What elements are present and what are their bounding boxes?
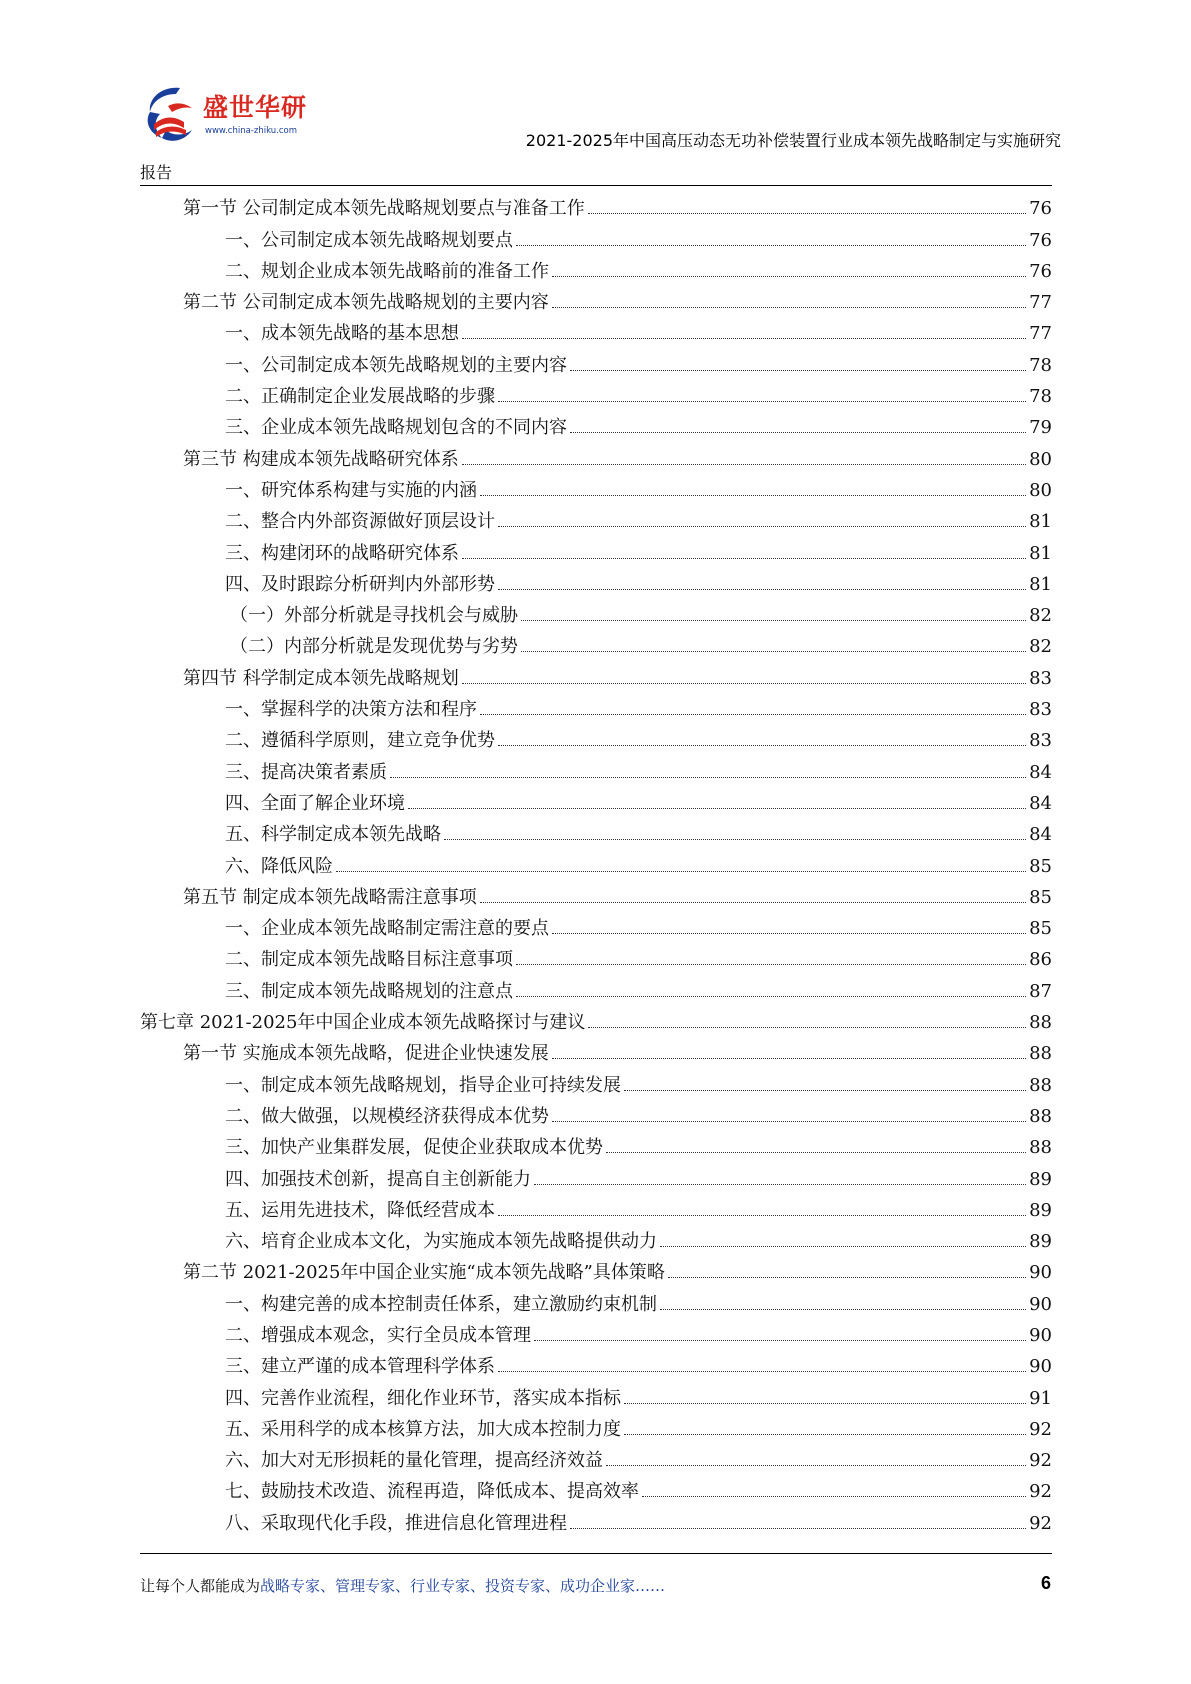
toc-entry-label: 第一节 实施成本领先战略，促进企业快速发展 <box>183 1043 549 1065</box>
toc-leader-dots <box>668 1277 1026 1278</box>
toc-entry-item[interactable] <box>140 753 1052 784</box>
toc-entry-item[interactable] <box>140 503 1052 534</box>
toc-entry-page: 89 <box>1029 1168 1052 1190</box>
toc-entry-sub[interactable] <box>140 597 1052 628</box>
toc-leader-dots <box>534 1184 1026 1185</box>
toc-entry-item[interactable] <box>140 1411 1052 1442</box>
toc-entry-label: 八、采取现代化手段，推进信息化管理进程 <box>225 1512 567 1534</box>
toc-entry-section[interactable] <box>140 1254 1052 1285</box>
toc-entry-label: 一、制定成本领先战略规划，指导企业可持续发展 <box>225 1074 621 1096</box>
toc-leader-dots <box>552 1058 1026 1059</box>
toc-entry-page: 92 <box>1029 1481 1052 1503</box>
toc-entry-item[interactable] <box>140 941 1052 972</box>
toc-entry-item[interactable] <box>140 253 1052 284</box>
toc-entry-page: 88 <box>1029 1105 1052 1127</box>
toc-entry-page: 80 <box>1029 448 1052 470</box>
toc-entry-item[interactable] <box>140 910 1052 941</box>
toc-entry-label: 第七章 2021-2025年中国企业成本领先战略探讨与建议 <box>140 1012 586 1034</box>
toc-leader-dots <box>588 1027 1026 1028</box>
toc-leader-dots <box>408 808 1026 809</box>
page-header <box>0 0 1191 195</box>
toc-entry-label: 四、加强技术创新，提高自主创新能力 <box>225 1168 531 1190</box>
toc-leader-dots <box>624 1434 1026 1435</box>
toc-entry-label: 三、构建闭环的战略研究体系 <box>225 542 459 564</box>
page-number: 6 <box>1040 1573 1051 1593</box>
toc-entry-page: 92 <box>1029 1512 1052 1534</box>
toc-entry-sub[interactable] <box>140 628 1052 659</box>
toc-leader-dots <box>462 683 1026 684</box>
toc-entry-item[interactable] <box>140 1160 1052 1191</box>
toc-entry-page: 84 <box>1029 824 1052 846</box>
toc-entry-label: 二、正确制定企业发展战略的步骤 <box>225 386 495 408</box>
toc-leader-dots <box>462 338 1026 339</box>
toc-entry-item[interactable] <box>140 1129 1052 1160</box>
toc-entry-page: 76 <box>1029 260 1052 282</box>
toc-entry-page: 84 <box>1029 792 1052 814</box>
toc-entry-item[interactable] <box>140 1473 1052 1504</box>
toc-entry-item[interactable] <box>140 1442 1052 1473</box>
toc-entry-page: 84 <box>1029 761 1052 783</box>
toc-leader-dots <box>570 432 1026 433</box>
toc-entry-label: 第一节 公司制定成本领先战略规划要点与准备工作 <box>183 198 585 220</box>
toc-entry-label: 第五节 制定成本领先战略需注意事项 <box>183 886 477 908</box>
toc-entry-page: 76 <box>1029 198 1052 220</box>
toc-leader-dots <box>521 620 1026 621</box>
toc-entry-page: 90 <box>1029 1324 1052 1346</box>
toc-entry-item[interactable] <box>140 1066 1052 1097</box>
toc-entry-page: 80 <box>1029 479 1052 501</box>
toc-leader-dots <box>570 370 1026 371</box>
toc-entry-label: 第三节 构建成本领先战略研究体系 <box>183 448 459 470</box>
toc-entry-item[interactable] <box>140 566 1052 597</box>
toc-entry-label: （二）内部分析就是发现优势与劣势 <box>230 636 518 658</box>
toc-entry-section[interactable] <box>140 879 1052 910</box>
toc-entry-label: 二、增强成本观念，实行全员成本管理 <box>225 1324 531 1346</box>
toc-leader-dots <box>606 1465 1026 1466</box>
toc-entry-page: 87 <box>1029 980 1052 1002</box>
toc-leader-dots <box>606 1152 1026 1153</box>
toc-entry-item[interactable] <box>140 1192 1052 1223</box>
toc-entry-page: 79 <box>1029 417 1052 439</box>
header-divider <box>140 185 1052 186</box>
toc-entry-label: 三、提高决策者素质 <box>225 761 387 783</box>
toc-entry-label: 五、科学制定成本领先战略 <box>225 824 441 846</box>
toc-entry-item[interactable] <box>140 409 1052 440</box>
toc-entry-page: 85 <box>1029 855 1052 877</box>
toc-leader-dots <box>498 745 1026 746</box>
toc-entry-label: （一）外部分析就是寻找机会与威胁 <box>230 605 518 627</box>
toc-leader-dots <box>498 1371 1026 1372</box>
toc-entry-label: 一、企业成本领先战略制定需注意的要点 <box>225 918 549 940</box>
toc-entry-label: 一、公司制定成本领先战略规划的主要内容 <box>225 354 567 376</box>
toc-leader-dots <box>534 1340 1026 1341</box>
toc-entry-chapter[interactable] <box>140 1004 1052 1035</box>
toc-leader-dots <box>462 558 1026 559</box>
toc-entry-label: 一、成本领先战略的基本思想 <box>225 323 459 345</box>
toc-leader-dots <box>552 307 1026 308</box>
toc-leader-dots <box>516 964 1026 965</box>
toc-leader-dots <box>588 213 1026 214</box>
toc-entry-label: 五、运用先进技术，降低经营成本 <box>225 1199 495 1221</box>
toc-entry-item[interactable] <box>140 722 1052 753</box>
toc-entry-page: 81 <box>1029 573 1052 595</box>
toc-entry-label: 第四节 科学制定成本领先战略规划 <box>183 667 459 689</box>
toc-entry-item[interactable] <box>140 1098 1052 1129</box>
company-logo <box>140 82 315 152</box>
toc-entry-label: 三、建立严谨的成本管理科学体系 <box>225 1356 495 1378</box>
toc-entry-page: 89 <box>1029 1231 1052 1253</box>
toc-entry-label: 七、鼓励技术改造、流程再造，降低成本、提高效率 <box>225 1481 639 1503</box>
toc-entry-page: 77 <box>1029 323 1052 345</box>
toc-entry-item[interactable] <box>140 1379 1052 1410</box>
toc-leader-dots <box>516 996 1026 997</box>
toc-entry-label: 三、加快产业集群发展，促使企业获取成本优势 <box>225 1137 603 1159</box>
toc-entry-label: 第二节 公司制定成本领先战略规划的主要内容 <box>183 292 549 314</box>
toc-entry-page: 88 <box>1029 1137 1052 1159</box>
toc-entry-page: 81 <box>1029 511 1052 533</box>
toc-entry-section[interactable] <box>140 659 1052 690</box>
toc-leader-dots <box>498 401 1026 402</box>
toc-entry-page: 90 <box>1029 1293 1052 1315</box>
toc-entry-item[interactable] <box>140 534 1052 565</box>
toc-entry-page: 89 <box>1029 1199 1052 1221</box>
toc-entry-item[interactable] <box>140 847 1052 878</box>
toc-entry-label: 二、做大做强，以规模经济获得成本优势 <box>225 1105 549 1127</box>
toc-entry-page: 88 <box>1029 1074 1052 1096</box>
report-title: 2021-2025年中国高压动态无功补偿装置行业成本领先战略制定与实施研究 <box>525 131 1061 150</box>
toc-entry-page: 83 <box>1029 667 1052 689</box>
toc-entry-label: 一、掌握科学的决策方法和程序 <box>225 699 477 721</box>
toc-entry-label: 二、遵循科学原则，建立竞争优势 <box>225 730 495 752</box>
toc-entry-label: 一、构建完善的成本控制责任体系，建立激励约束机制 <box>225 1293 657 1315</box>
toc-entry-item[interactable] <box>140 472 1052 503</box>
toc-entry-label: 三、企业成本领先战略规划包含的不同内容 <box>225 417 567 439</box>
footer-divider <box>140 1553 1052 1554</box>
logo-text: 盛世华研 <box>203 93 308 122</box>
report-title-continuation: 报告 <box>140 163 173 182</box>
toc-entry-label: 一、公司制定成本领先战略规划要点 <box>225 229 513 251</box>
toc-entry-page: 83 <box>1029 699 1052 721</box>
toc-entry-section[interactable] <box>140 284 1052 315</box>
toc-entry-item[interactable] <box>140 315 1052 346</box>
toc-entry-item[interactable] <box>140 816 1052 847</box>
toc-entry-item[interactable] <box>140 378 1052 409</box>
toc-leader-dots <box>570 1528 1026 1529</box>
toc-entry-page: 90 <box>1029 1356 1052 1378</box>
toc-leader-dots <box>480 714 1026 715</box>
toc-entry-label: 六、降低风险 <box>225 855 333 877</box>
toc-leader-dots <box>552 276 1026 277</box>
toc-leader-dots <box>624 1403 1026 1404</box>
toc-entry-item[interactable] <box>140 1223 1052 1254</box>
toc-leader-dots <box>480 902 1026 903</box>
toc-entry-item[interactable] <box>140 346 1052 377</box>
toc-entry-label: 四、全面了解企业环境 <box>225 792 405 814</box>
toc-leader-dots <box>521 651 1026 652</box>
slogan-prefix: 让每个人都能成为 <box>140 1577 261 1595</box>
toc-entry-page: 83 <box>1029 730 1052 752</box>
toc-entry-page: 92 <box>1029 1450 1052 1472</box>
toc-entry-label: 二、规划企业成本领先战略前的准备工作 <box>225 260 549 282</box>
toc-leader-dots <box>498 526 1026 527</box>
toc-entry-label: 一、研究体系构建与实施的内涵 <box>225 479 477 501</box>
slogan-highlight: 战略专家、管理专家、行业专家、投资专家、成功企业家…… <box>260 1577 666 1595</box>
toc-entry-page: 88 <box>1029 1012 1052 1034</box>
logo-url: www.china-zhiku.com <box>205 126 297 136</box>
toc-leader-dots <box>498 589 1026 590</box>
toc-leader-dots <box>552 933 1026 934</box>
toc-entry-page: 82 <box>1029 636 1052 658</box>
footer-slogan <box>140 1575 665 1596</box>
toc-entry-page: 76 <box>1029 229 1052 251</box>
toc-entry-item[interactable] <box>140 1348 1052 1379</box>
toc-entry-label: 四、完善作业流程，细化作业环节，落实成本指标 <box>225 1387 621 1409</box>
toc-entry-item[interactable] <box>140 1317 1052 1348</box>
toc-entry-item[interactable] <box>140 1504 1052 1535</box>
logo-emblem-icon <box>140 82 210 152</box>
toc-entry-label: 二、整合内外部资源做好顶层设计 <box>225 511 495 533</box>
toc-leader-dots <box>516 245 1026 246</box>
toc-entry-page: 77 <box>1029 292 1052 314</box>
toc-entry-page: 91 <box>1029 1387 1052 1409</box>
toc-leader-dots <box>642 1496 1026 1497</box>
toc-entry-item[interactable] <box>140 972 1052 1003</box>
toc-leader-dots <box>444 839 1026 840</box>
toc-entry-label: 三、制定成本领先战略规划的注意点 <box>225 980 513 1002</box>
toc-entry-page: 86 <box>1029 949 1052 971</box>
toc-leader-dots <box>552 1121 1026 1122</box>
toc-entry-item[interactable] <box>140 691 1052 722</box>
toc-entry-label: 六、培育企业成本文化，为实施成本领先战略提供动力 <box>225 1231 657 1253</box>
toc-entry-label: 五、采用科学的成本核算方法，加大成本控制力度 <box>225 1418 621 1440</box>
toc-entry-page: 81 <box>1029 542 1052 564</box>
toc-entry-page: 78 <box>1029 386 1052 408</box>
table-of-contents <box>140 190 1052 1536</box>
toc-leader-dots <box>336 871 1026 872</box>
toc-entry-section[interactable] <box>140 190 1052 221</box>
toc-entry-label: 四、及时跟踪分析研判内外部形势 <box>225 573 495 595</box>
toc-entry-page: 82 <box>1029 605 1052 627</box>
toc-leader-dots <box>660 1309 1026 1310</box>
toc-entry-section[interactable] <box>140 1035 1052 1066</box>
toc-entry-item[interactable] <box>140 785 1052 816</box>
toc-entry-page: 92 <box>1029 1418 1052 1440</box>
toc-entry-page: 90 <box>1029 1262 1052 1284</box>
toc-entry-label: 二、制定成本领先战略目标注意事项 <box>225 949 513 971</box>
toc-leader-dots <box>660 1246 1026 1247</box>
toc-leader-dots <box>498 1215 1026 1216</box>
toc-entry-section[interactable] <box>140 440 1052 471</box>
toc-entry-label: 第二节 2021-2025年中国企业实施“成本领先战略”具体策略 <box>183 1262 665 1284</box>
toc-entry-page: 78 <box>1029 354 1052 376</box>
toc-entry-page: 85 <box>1029 886 1052 908</box>
toc-leader-dots <box>390 777 1026 778</box>
toc-leader-dots <box>480 495 1026 496</box>
toc-leader-dots <box>624 1090 1026 1091</box>
toc-entry-page: 88 <box>1029 1043 1052 1065</box>
toc-entry-item[interactable] <box>140 1285 1052 1316</box>
toc-entry-item[interactable] <box>140 221 1052 252</box>
toc-leader-dots <box>462 464 1026 465</box>
toc-entry-label: 六、加大对无形损耗的量化管理，提高经济效益 <box>225 1450 603 1472</box>
toc-entry-page: 85 <box>1029 918 1052 940</box>
